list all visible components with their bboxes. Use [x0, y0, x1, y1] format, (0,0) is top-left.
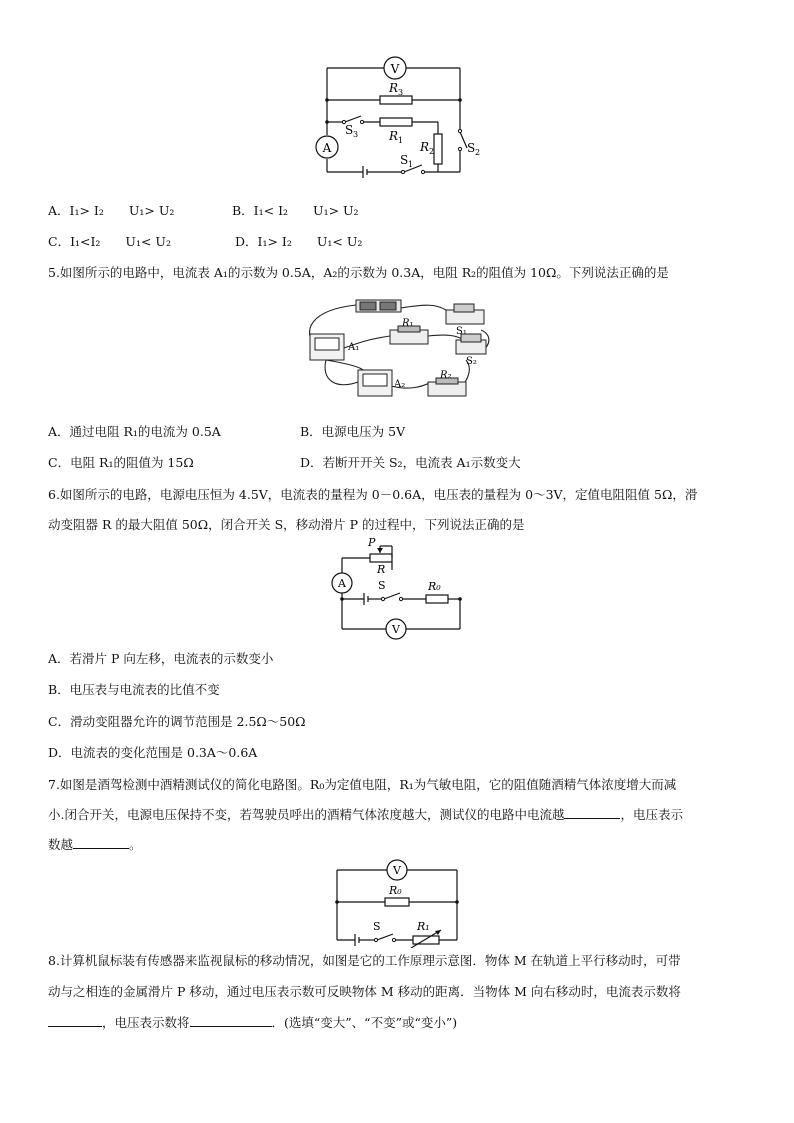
svg-text:R₁: R₁ [402, 318, 414, 329]
svg-text:R: R [377, 563, 386, 576]
q5-physical-circuit [296, 290, 496, 405]
q4-circuit-diagram [305, 52, 485, 187]
svg-text:S: S [373, 920, 381, 933]
q5-option-b: B．电源电压为 5V [300, 424, 406, 439]
svg-text:1: 1 [408, 160, 414, 169]
svg-text:S: S [467, 141, 476, 155]
svg-text:S₂: S₂ [466, 356, 477, 367]
svg-text:R: R [389, 81, 399, 95]
q8-blank-1[interactable] [48, 1014, 102, 1027]
ammeter-label: A [322, 141, 332, 155]
svg-text:A₂: A₂ [394, 379, 406, 390]
q5-option-d: D．若断开开关 S₂，电流表 A₁示数变大 [300, 455, 521, 470]
svg-text:V: V [393, 864, 401, 877]
q6-option-d: D．电流表的变化范围是 0.3A～0.6A [48, 745, 258, 760]
svg-text:R₀: R₀ [428, 580, 441, 593]
svg-text:R₂: R₂ [440, 370, 452, 381]
q6-option-c: C．滑动变阻器允许的调节范围是 2.5Ω～50Ω [48, 714, 306, 729]
svg-text:R₀: R₀ [389, 884, 402, 897]
q4-option-b: B．I₁< I₂ U₁> U₂ [232, 203, 359, 218]
svg-text:2: 2 [475, 148, 481, 157]
q7-circuit-diagram [325, 856, 470, 948]
q8-line3: ，电压表示数将 ．(选填“变大”、“不变”或“变小”) [48, 1014, 457, 1032]
q6-stem-line2: 动变阻器 R 的最大阻值 50Ω，闭合开关 S，移动滑片 P 的过程中，下列说法正确的是 [48, 517, 525, 532]
svg-text:V: V [392, 623, 400, 636]
q7-blank-1[interactable] [564, 806, 620, 819]
svg-text:P: P [368, 536, 376, 549]
q7-blank-2[interactable] [73, 836, 129, 849]
q7-line1: 7.如图是酒驾检测中酒精测试仪的简化电路图。R₀为定值电阻，R₁为气敏电阻，它的阻值随酒精气体浓度增大而减 [48, 777, 677, 792]
svg-text:R₁: R₁ [417, 920, 430, 933]
q4-option-c: C．I₁<I₂ U₁< U₂ [48, 234, 171, 249]
svg-text:R: R [389, 129, 399, 143]
svg-text:3: 3 [353, 130, 359, 139]
voltmeter-label: V [390, 62, 400, 76]
q6-option-b: B．电压表与电流表的比值不变 [48, 682, 220, 697]
svg-text:A: A [338, 577, 346, 590]
svg-text:S: S [400, 153, 409, 167]
q6-stem-line1: 6.如图所示的电路，电源电压恒为 4.5V，电流表的量程为 0－0.6A，电压表的量程为 0～3V，定值电阻阻值 5Ω，滑 [48, 487, 698, 502]
q7-line3: 数越 。 [48, 837, 142, 852]
svg-text:A₁: A₁ [348, 342, 360, 353]
q5-option-c: C．电阻 R₁的阻值为 15Ω [48, 455, 194, 470]
svg-text:1: 1 [398, 136, 404, 145]
q6-option-a: A．若滑片 P 向左移，电流表的示数变小 [48, 651, 274, 666]
q5-option-a: A．通过电阻 R₁的电流为 0.5A [48, 424, 221, 439]
svg-text:3: 3 [398, 88, 404, 97]
q5-stem: 5.如图所示的电路中，电流表 A₁的示数为 0.5A，A₂的示数为 0.3A，电阻 R₂的阻值为 10Ω。下列说法正确的是 [48, 265, 669, 280]
q8-blank-2[interactable] [190, 1014, 272, 1027]
svg-text:S: S [378, 579, 386, 592]
q8-line1: 8.计算机鼠标装有传感器来监视鼠标的移动情况，如图是它的工作原理示意图．物体 M 在轨道上平行移动时，可带 [48, 953, 681, 968]
q8-line2: 动与之相连的金属滑片 P 移动，通过电压表示数可反映物体 M 移动的距离．当物体 M 向右移动时，电流表示数将 [48, 984, 681, 999]
svg-text:R: R [420, 140, 430, 154]
svg-text:S: S [345, 123, 354, 137]
svg-text:S₁: S₁ [456, 326, 467, 337]
q7-line2: 小.闭合开关，电源电压保持不变，若驾驶员呼出的酒精气体浓度越大，测试仪的电路中电流越 ，电压表示 [48, 807, 683, 822]
svg-text:2: 2 [429, 147, 435, 156]
q4-option-a: A．I₁> I₂ U₁> U₂ [48, 203, 175, 218]
q4-option-d: D．I₁> I₂ U₁< U₂ [235, 234, 363, 249]
q6-circuit-diagram [322, 536, 472, 642]
